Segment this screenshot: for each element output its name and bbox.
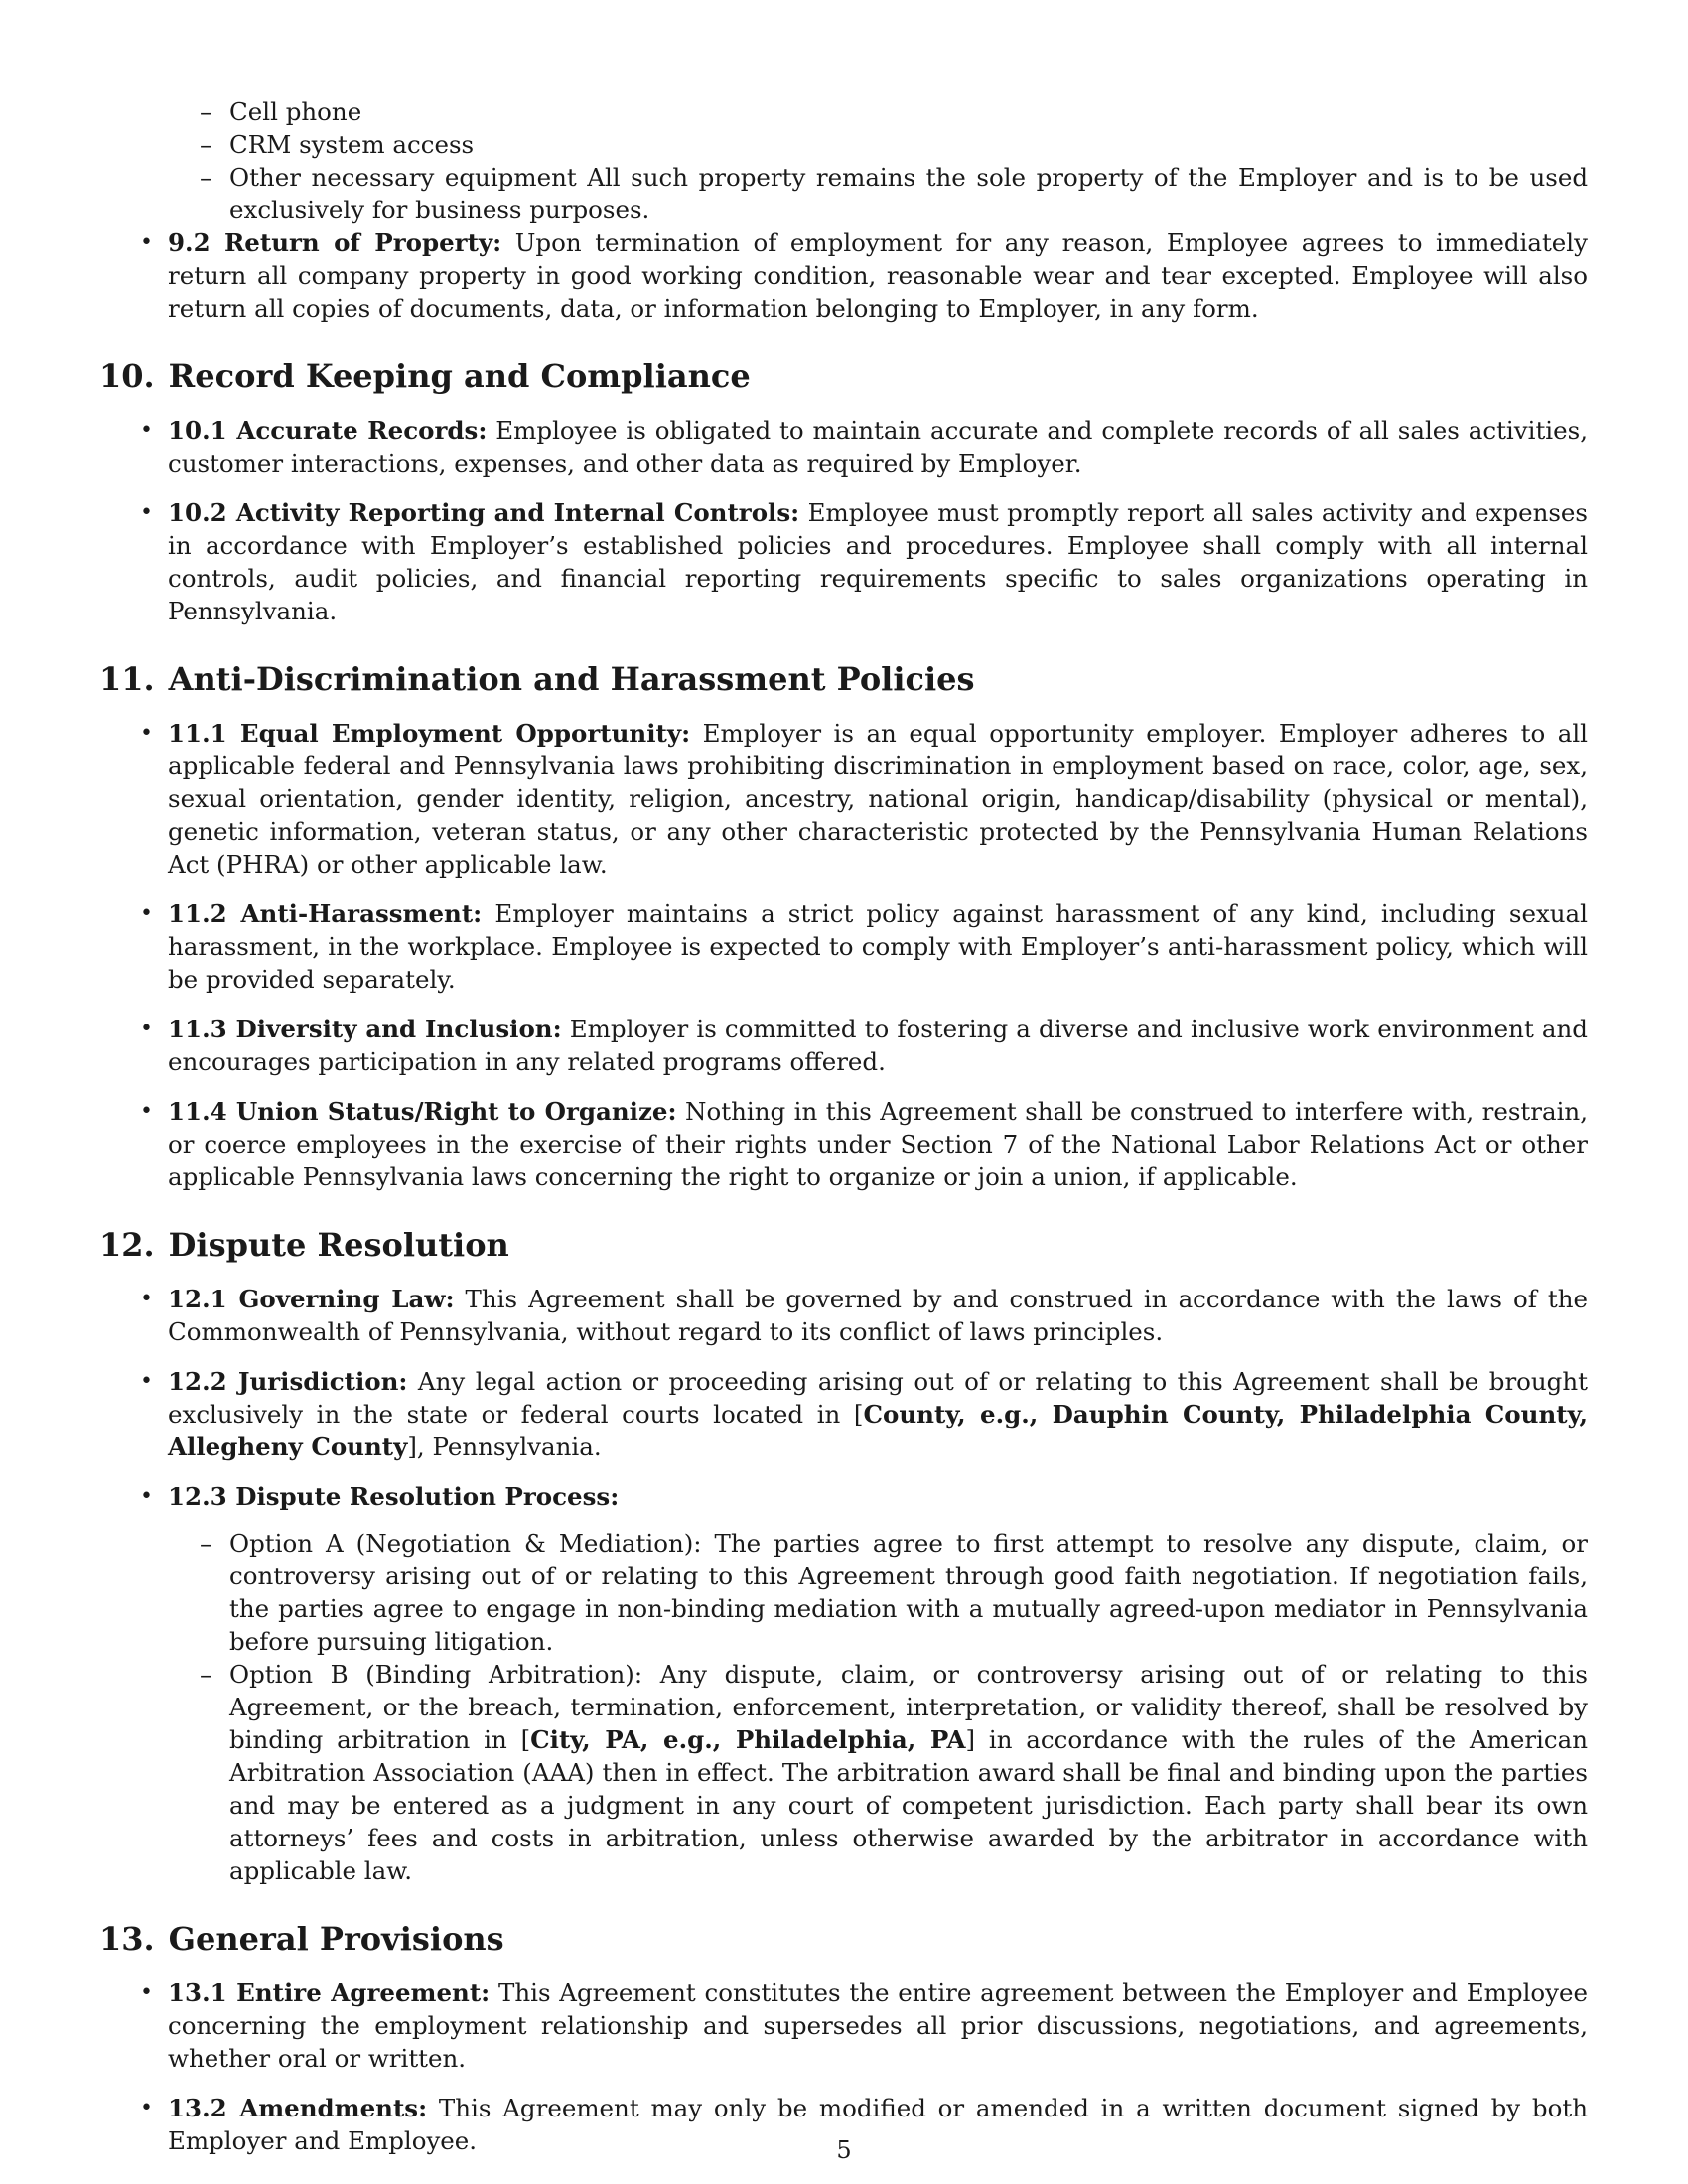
clause-title: 9.2 Return of Property: <box>168 228 502 257</box>
bullet-icon: • <box>140 1369 153 1394</box>
clause-text: Nothing in this Agreement shall be construed to interfere with, restrain, or coerce employees in the exercise of their rights under Section 7 of the National Labor Relations Act or other applicable Pennsylvania laws concerning the right to organize or join a union, if applicable. <box>168 1097 1588 1191</box>
section-title: Record Keeping and Compliance <box>168 357 751 395</box>
clause-12-2 <box>140 1365 1588 1463</box>
section-11-list <box>140 717 1588 1193</box>
clause-13-1 <box>140 1977 1588 2075</box>
list-item: – Cell phone <box>168 95 1588 128</box>
section-number: 11. <box>99 660 155 698</box>
clause-text: This Agreement may only be modified or amended in a written document signed by both Employer and Employee. <box>168 2094 1588 2155</box>
county-placeholder: County, e.g., Dauphin County, Philadelphia County, Allegheny County <box>168 1400 1588 1461</box>
dispute-options-list <box>168 1527 1588 1887</box>
clause-text: Employer is an equal opportunity employer. Employer adheres to all applicable federal and Pennsylvania laws prohibiting discrimination in employment based on race, color, age, sex, sexual orientation, gender identity, religion, ancestry, national origin, handicap/disability (physical or mental), genetic information, veteran status, or any other characteristic protected by the Pennsylvania Human Relations Act (PHRA) or other applicable law. <box>168 719 1588 879</box>
option-b-text-end: ] in accordance with the rules of the American Arbitration Association (AAA) then in effect. The arbitration award shall be final and binding upon the parties and may be entered as a judgment in any court of competent jurisdiction. Each party shall bear its own attorneys’ fees and costs in arbitration, unless otherwise awarded by the arbitrator in accordance with applicable law. <box>229 1725 1589 1885</box>
clause-title: 13.2 Amendments: <box>168 2094 428 2122</box>
bullet-icon: • <box>140 1287 153 1311</box>
clause-11-3 <box>140 1013 1588 1078</box>
clause-title: 10.1 Accurate Records: <box>168 416 488 445</box>
document-page <box>99 95 1589 2157</box>
clause-11-2 <box>140 897 1588 996</box>
city-placeholder: City, PA, e.g., Philadelphia, PA <box>530 1725 966 1754</box>
section-9-list <box>140 226 1588 325</box>
clause-text: Employee is obligated to maintain accurate and complete records of all sales activities, customer interactions, expenses, and other data as required by Employer. <box>168 416 1588 478</box>
section-heading-13 <box>99 1919 1588 1959</box>
section-number: 12. <box>99 1226 155 1264</box>
clause-10-2 <box>140 496 1588 627</box>
list-item: – Other necessary equipment All such property remains the sole property of the Employer and is to be used exclusively for business purposes. <box>168 161 1588 226</box>
clause-text: Employer maintains a strict policy against harassment of any kind, including sexual harassment, in the workplace. Employee is expected to comply with Employer’s anti-harassment policy, which will be provided separately. <box>168 899 1588 994</box>
equipment-list <box>168 95 1588 226</box>
section-heading-11 <box>99 659 1588 699</box>
clause-title: 10.2 Activity Reporting and Internal Controls: <box>168 498 800 527</box>
clause-text: Employer is committed to fostering a diverse and inclusive work environment and encourages participation in any related programs offered. <box>168 1015 1588 1076</box>
clause-title: 11.1 Equal Employment Opportunity: <box>168 719 691 748</box>
bullet-icon: • <box>140 2096 153 2120</box>
section-heading-10 <box>99 356 1588 396</box>
section-12-list <box>140 1283 1589 1887</box>
bullet-icon: • <box>140 1099 153 1124</box>
bullet-icon: • <box>140 901 153 926</box>
bullet-icon: • <box>140 1484 153 1509</box>
section-heading-12 <box>99 1225 1588 1265</box>
clause-title: 13.1 Entire Agreement: <box>168 1979 491 2007</box>
section-number: 13. <box>99 1920 155 1958</box>
bullet-icon: • <box>140 1017 153 1041</box>
bullet-icon: • <box>140 418 153 443</box>
clause-title: 11.3 Diversity and Inclusion: <box>168 1015 562 1043</box>
clause-title: 12.2 Jurisdiction: <box>168 1367 408 1396</box>
clause-title: 11.2 Anti-Harassment: <box>168 899 483 928</box>
clause-10-1 <box>140 414 1588 479</box>
list-item: – CRM system access <box>168 128 1588 161</box>
clause-title: 11.4 Union Status/Right to Organize: <box>168 1097 677 1126</box>
clause-12-1 <box>140 1283 1588 1348</box>
section-title: Dispute Resolution <box>168 1226 509 1264</box>
section-title: Anti-Discrimination and Harassment Policies <box>168 660 975 698</box>
bullet-icon: • <box>140 721 153 746</box>
section-10-list <box>140 414 1588 627</box>
clause-text: Upon termination of employment for any reason, Employee agrees to immediately return all company property in good working condition, reasonable wear and tear excepted. Employee will also return all copies of documents, data, or information belonging to Employer, in any form. <box>168 228 1588 323</box>
section-title: General Provisions <box>168 1920 504 1958</box>
clause-text-end: ], Pennsylvania. <box>407 1433 602 1461</box>
option-b <box>168 1658 1588 1887</box>
clause-title: 12.3 Dispute Resolution Process: <box>168 1482 620 1511</box>
bullet-icon: • <box>140 1980 153 2005</box>
option-b-text: Option B (Binding Arbitration): Any dispute, claim, or controversy arising out of or relating to this Agreement, or the breach, termination, enforcement, interpretation, or validity thereof, shall be resolved by binding arbitration in [ <box>229 1660 1588 1754</box>
bullet-icon: • <box>140 500 153 525</box>
section-13-list <box>140 1977 1588 2157</box>
clause-12-3 <box>140 1480 1589 1887</box>
clause-text: Any legal action or proceeding arising out of or relating to this Agreement shall be brought exclusively in the state or federal courts located in [ <box>168 1367 1588 1429</box>
clause-text: Employee must promptly report all sales activity and expenses in accordance with Employer’s established policies and procedures. Employee shall comply with all internal controls, audit policies, and financial reporting requirements specific to sales organizations operating in Pennsylvania. <box>168 498 1588 625</box>
section-number: 10. <box>99 357 155 395</box>
clause-text: This Agreement shall be governed by and construed in accordance with the laws of the Commonwealth of Pennsylvania, without regard to its conflict of laws principles. <box>168 1285 1588 1346</box>
clause-text: This Agreement constitutes the entire agreement between the Employer and Employee concerning the employment relationship and supersedes all prior discussions, negotiations, and agreements, whether oral or written. <box>168 1979 1588 2073</box>
clause-9-2 <box>140 226 1588 325</box>
page-number: 5 <box>836 2136 852 2164</box>
clause-11-1 <box>140 717 1588 881</box>
bullet-icon: • <box>140 230 153 255</box>
clause-11-4 <box>140 1095 1588 1193</box>
option-a: – Option A (Negotiation & Mediation): The parties agree to first attempt to resolve any dispute, claim, or controversy arising out of or relating to this Agreement through good faith negotiation. If negotiation fails, the parties agree to engage in non-binding mediation with a mutually agreed-upon mediator in Pennsylvania before pursuing litigation. <box>168 1527 1588 1658</box>
clause-title: 12.1 Governing Law: <box>168 1285 455 1313</box>
